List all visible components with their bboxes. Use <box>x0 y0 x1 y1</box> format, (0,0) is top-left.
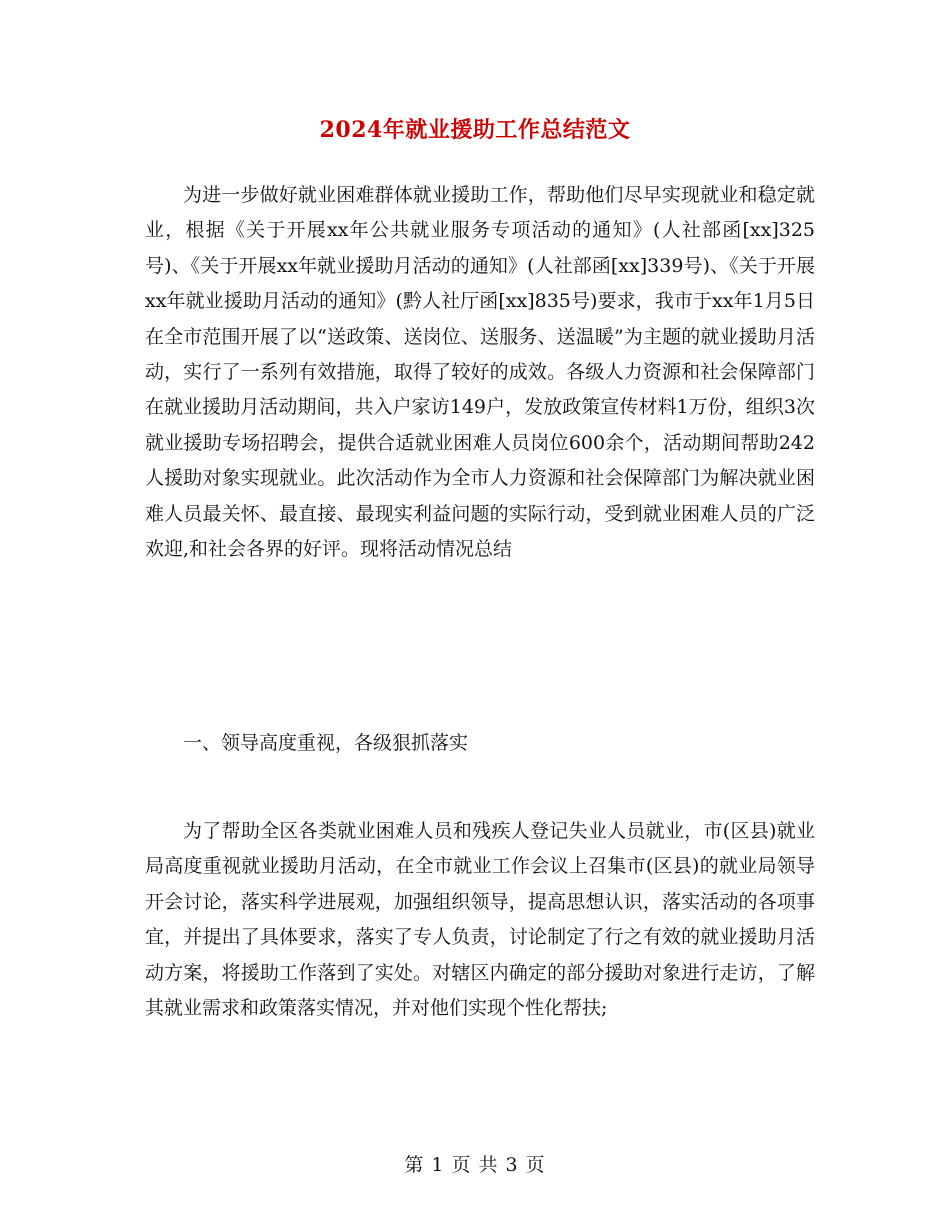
document-title: 2024年就业援助工作总结范文 <box>319 117 631 143</box>
paragraph-intro: 为进一步做好就业困难群体就业援助工作，帮助他们尽早实现就业和稳定就业，根据《关于开展xx年公共就业服务专项活动的通知》(人社部函[xx]325号)、《关于开展xx年就业援助月活动的通知》(人社部函[xx]339号)、《关于开展xx年就业援助月活动的通知》(黔人社厅函[xx]835号)要求，我市于xx年1月5日在全市范围开展了以“送政策、送岗位、送服务、送温暖”为主题的就业援助月活动，实行了一系列有效措施，取得了较好的成效。各级人力资源和社会保障部门在就业援助月活动期间，共入户家访149户，发放政策宣传材料1万份，组织3次就业援助专场招聘会，提供合适就业困难人员岗位600余个，活动期间帮助242人援助对象实现就业。此次活动作为全市人力资源和社会保障部门为解决就业困难人员最关怀、最直接、最现实利益问题的实际行动，受到就业困难人员的广泛欢迎,和社会各界的好评。现将活动情况总结 <box>145 184 815 561</box>
paragraph-section-1: 为了帮助全区各类就业困难人员和残疾人登记失业人员就业，市(区县)就业局高度重视就业援助月活动，在全市就业工作会议上召集市(区县)的就业局领导开会讨论，落实科学进展观，加强组织领导，提高思想认识，落实活动的各项事宜，并提出了具体要求，落实了专人负责，讨论制定了行之有效的就业援助月活动方案，将援助工作落到了实处。对辖区内确定的部分援助对象进行走访，了解其就业需求和政策落实情况，并对他们实现个性化帮扶; <box>145 820 815 1020</box>
section-heading-1: 一、领导高度重视，各级狠抓落实 <box>183 732 469 754</box>
page-footer: 第 1 页 共 3 页 <box>404 1154 546 1176</box>
